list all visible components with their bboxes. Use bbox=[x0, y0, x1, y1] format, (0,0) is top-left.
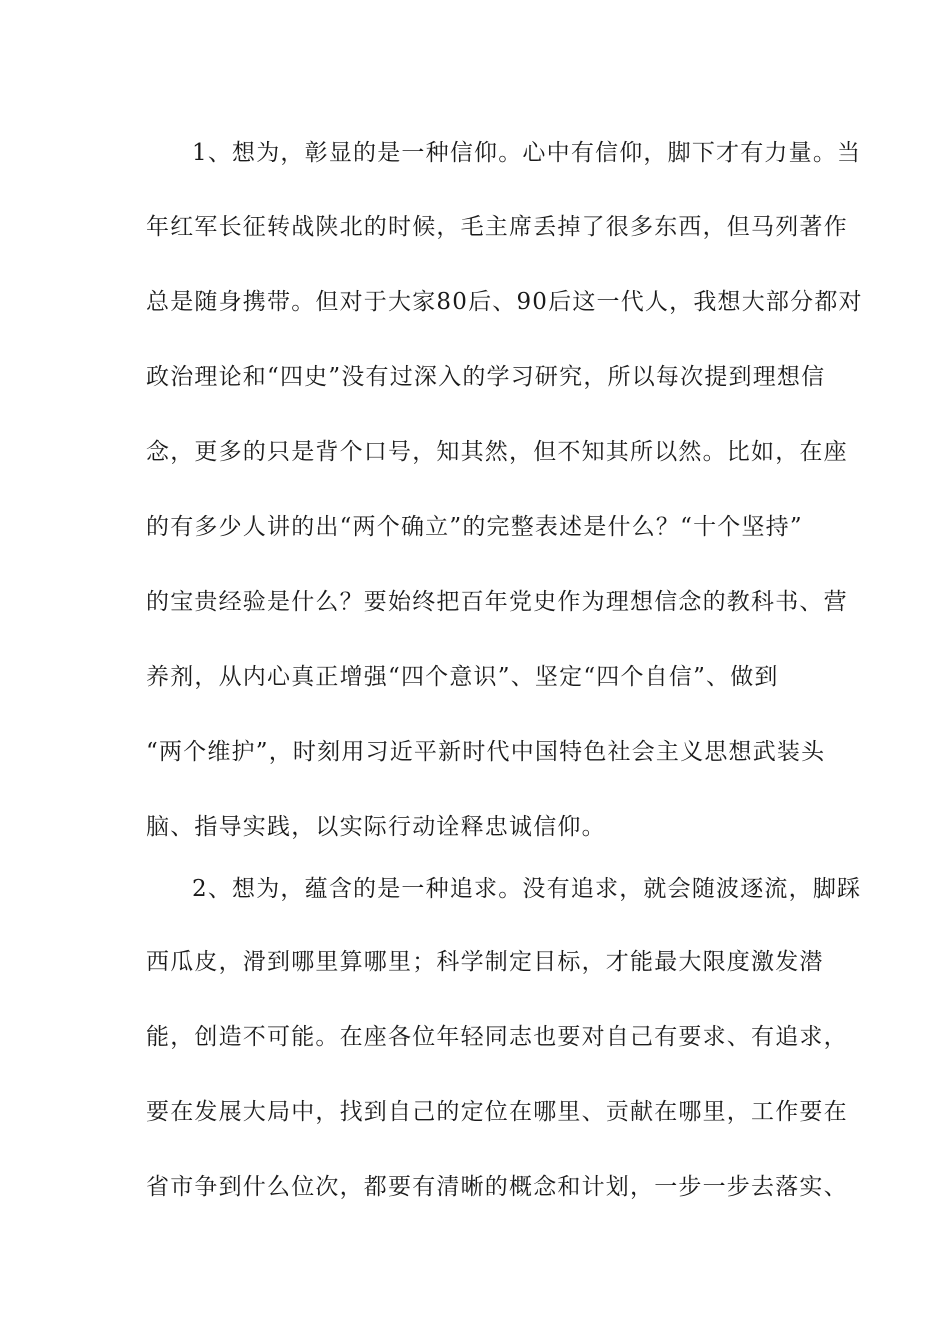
text-line: 的宝贵经验是什么？要始终把百年党史作为理想信念的教科书、营 bbox=[146, 589, 848, 615]
text-line: 念，更多的只是背个口号，知其然，但不知其所以然。比如，在座 bbox=[146, 439, 848, 465]
text-line: 要在发展大局中，找到自己的定位在哪里、贡献在哪里，工作要在 bbox=[146, 1099, 848, 1125]
text-line: 政治理论和“四史”没有过深入的学习研究，所以每次提到理想信 bbox=[146, 364, 826, 390]
text-line: 养剂，从内心真正增强“四个意识”、坚定“四个自信”、做到 bbox=[146, 664, 779, 690]
text-line: 年红军长征转战陕北的时候，毛主席丢掉了很多东西，但马列著作 bbox=[146, 214, 848, 240]
text-line: 西瓜皮，滑到哪里算哪里；科学制定目标，才能最大限度激发潜 bbox=[146, 949, 824, 975]
text-line: 2、想为，蕴含的是一种追求。没有追求，就会随波逐流，脚踩 bbox=[192, 876, 862, 902]
text-line: 总是随身携带。但对于大家80后、90后这一代人，我想大部分都对 bbox=[146, 289, 863, 315]
text-line: 省市争到什么位次，都要有清晰的概念和计划，一步一步去落实、 bbox=[146, 1174, 848, 1200]
text-line: 的有多少人讲的出“两个确立”的完整表述是什么？“十个坚持” bbox=[146, 514, 803, 540]
text-line: 脑、指导实践，以实际行动诠释忠诚信仰。 bbox=[146, 814, 606, 840]
text-line: 1、想为，彰显的是一种信仰。心中有信仰，脚下才有力量。当 bbox=[192, 140, 862, 166]
text-line: “两个维护”，时刻用习近平新时代中国特色社会主义思想武装头 bbox=[146, 739, 826, 765]
text-line: 能，创造不可能。在座各位年轻同志也要对自己有要求、有追求， bbox=[146, 1024, 848, 1050]
